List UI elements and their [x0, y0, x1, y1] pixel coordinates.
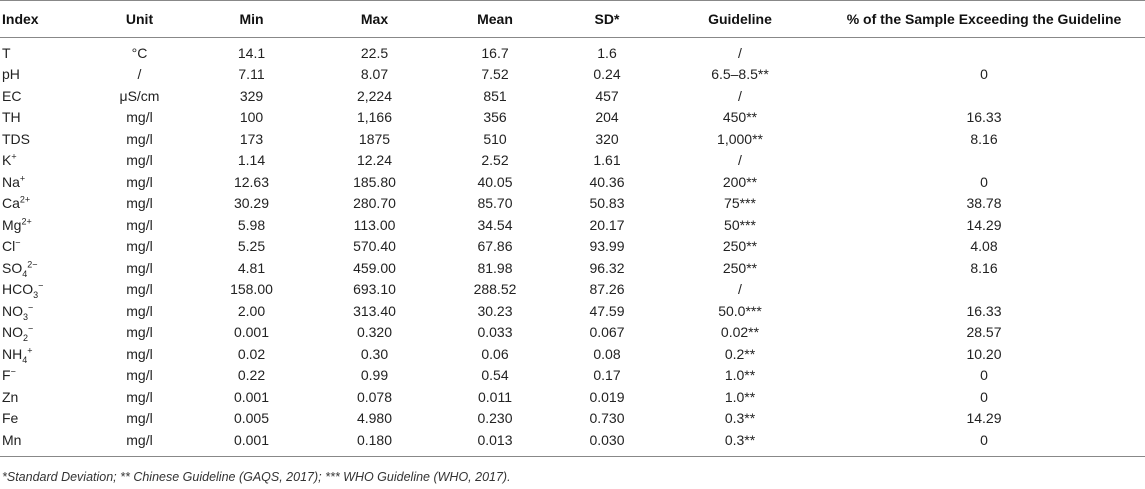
index-name: TDS: [2, 130, 30, 147]
cell-index: [0, 171, 92, 193]
cell-index: [0, 107, 92, 129]
cell-unit: mg/l: [126, 173, 153, 190]
index-name: TH: [2, 109, 21, 126]
cell-exceed: 0: [980, 367, 988, 384]
cell-sd: 0.08: [593, 345, 621, 362]
index-charge: 2+: [21, 216, 32, 227]
table-row: [0, 64, 1145, 86]
table-row: [0, 386, 1145, 408]
index-subscript: 2: [23, 333, 29, 344]
cell-unit: mg/l: [126, 109, 153, 126]
table-row: [0, 300, 1145, 322]
cell-sd: 47.59: [589, 302, 625, 319]
cell-sd: 1.6: [597, 44, 617, 61]
cell-mean: 67.86: [477, 238, 513, 255]
cell-max: 459.00: [353, 259, 396, 276]
cell-max: 693.10: [353, 281, 396, 298]
cell-min: 0.001: [187, 429, 316, 456]
cell-unit: mg/l: [126, 345, 153, 362]
cell-mean: 0.013: [433, 429, 557, 456]
index-name: HCO: [2, 281, 34, 298]
index-name: Ca: [2, 195, 20, 212]
table-row: [0, 38, 1145, 64]
cell-max: 22.5: [360, 44, 389, 61]
table-row: [0, 85, 1145, 107]
cell-exceed: 14.29: [966, 216, 1002, 233]
cell-index: [0, 279, 92, 301]
cell-exceed: [823, 150, 1145, 172]
cell-max: 12.24: [356, 152, 393, 169]
index-name: NO: [2, 324, 23, 341]
cell-exceed: 28.57: [966, 324, 1002, 341]
cell-exceed: 16.33: [966, 302, 1002, 319]
cell-unit: mg/l: [126, 410, 153, 427]
cell-mean: 81.98: [477, 259, 513, 276]
index-name: SO: [2, 259, 23, 276]
table-row: [0, 107, 1145, 129]
cell-max: 0.078: [356, 388, 393, 405]
cell-sd: 0.730: [589, 410, 625, 427]
cell-guideline: /: [738, 152, 742, 169]
index-charge: −: [15, 237, 21, 248]
cell-min: 14.1: [237, 44, 266, 61]
cell-exceed: [823, 85, 1145, 107]
cell-mean: 0.54: [481, 367, 509, 384]
cell-index: [0, 322, 92, 344]
cell-min: 30.29: [233, 195, 270, 212]
header-min: Min: [187, 1, 316, 38]
cell-unit: mg/l: [126, 259, 153, 276]
cell-index: [0, 193, 92, 215]
index-subscript: 4: [22, 268, 28, 279]
cell-min: 12.63: [233, 173, 270, 190]
cell-unit: mg/l: [92, 429, 187, 456]
cell-guideline: 1.0**: [724, 388, 756, 405]
cell-min: 0.001: [233, 324, 270, 341]
cell-mean: 851: [483, 87, 507, 104]
index-name: K: [2, 152, 12, 169]
cell-sd: 204: [595, 109, 619, 126]
cell-guideline: 6.5–8.5**: [711, 66, 769, 83]
cell-exceed: 4.08: [970, 238, 998, 255]
table-row: [0, 408, 1145, 430]
cell-guideline: 75***: [724, 195, 756, 212]
cell-max: 2,224: [356, 87, 393, 104]
cell-guideline: /: [738, 281, 742, 298]
cell-guideline: /: [738, 87, 742, 104]
header-guideline: Guideline: [657, 1, 823, 38]
cell-index: [0, 365, 92, 387]
cell-guideline: 50***: [724, 216, 756, 233]
table-row: [0, 322, 1145, 344]
index-name: T: [2, 44, 11, 61]
cell-mean: 2.52: [481, 152, 509, 169]
index-name: EC: [2, 87, 22, 104]
index-name: Mg: [2, 216, 22, 233]
cell-min: 158.00: [230, 281, 273, 298]
cell-index: [0, 128, 92, 150]
header-sd: SD*: [557, 1, 657, 38]
cell-index: [0, 386, 92, 408]
index-charge: −: [28, 302, 34, 313]
cell-unit: mg/l: [126, 216, 153, 233]
cell-sd: 0.067: [589, 324, 625, 341]
cell-guideline: 0.3**: [657, 429, 823, 456]
cell-sd: 0.17: [593, 367, 621, 384]
cell-unit: μS/cm: [119, 87, 160, 104]
cell-sd: 1.61: [593, 152, 621, 169]
header-index: Index: [0, 1, 92, 38]
cell-max: 0.180: [316, 429, 433, 456]
cell-min: 7.11: [238, 66, 265, 83]
cell-min: 329: [239, 87, 264, 104]
cell-min: 173: [239, 130, 264, 147]
index-charge: +: [19, 173, 26, 184]
cell-index: [0, 85, 92, 107]
cell-mean: 7.52: [481, 66, 509, 83]
cell-mean: 40.05: [477, 173, 513, 190]
cell-exceed: 16.33: [966, 109, 1002, 126]
table-body: [0, 38, 1145, 457]
index-charge: 2+: [19, 194, 31, 205]
cell-guideline: 0.3**: [724, 410, 756, 427]
header-mean: Mean: [433, 1, 557, 38]
cell-guideline: 1,000**: [717, 130, 763, 147]
cell-sd: 457: [595, 87, 619, 104]
cell-unit: mg/l: [126, 195, 153, 212]
cell-exceed: 8.16: [970, 130, 998, 147]
cell-unit: mg/l: [126, 152, 153, 169]
table-row: [0, 236, 1145, 258]
cell-max: 0.99: [360, 367, 389, 384]
cell-index: [0, 236, 92, 258]
cell-min: 2.00: [237, 302, 266, 319]
cell-index: [0, 38, 92, 64]
cell-exceed: 0: [980, 66, 988, 83]
cell-unit: mg/l: [126, 238, 153, 255]
cell-exceed: 0: [823, 429, 1145, 456]
cell-sd: 0.24: [593, 66, 621, 83]
table-row: [0, 128, 1145, 150]
table-footnote: *Standard Deviation; ** Chinese Guideline (GAQS, 2017); *** WHO Guideline (WHO, 2017).: [2, 470, 511, 484]
cell-min: 5.98: [237, 216, 266, 233]
cell-unit: mg/l: [126, 302, 153, 319]
index-name: Na: [2, 173, 20, 190]
cell-mean: 0.033: [477, 324, 513, 341]
cell-min: 0.001: [233, 388, 270, 405]
index-charge: −: [28, 323, 34, 334]
cell-min: 100: [239, 109, 264, 126]
table-row: [0, 193, 1145, 215]
index-name: Fe: [2, 410, 19, 427]
header-unit: Unit: [92, 1, 187, 38]
cell-guideline: 1.0**: [724, 367, 756, 384]
cell-max: 313.40: [353, 302, 396, 319]
cell-mean: 288.52: [473, 281, 517, 298]
cell-index: [0, 300, 92, 322]
cell-mean: 30.23: [477, 302, 513, 319]
cell-index: [0, 64, 92, 86]
cell-unit: mg/l: [126, 324, 153, 341]
cell-index: [0, 343, 92, 365]
cell-unit: °C: [131, 44, 148, 61]
index-name: Zn: [2, 388, 19, 405]
cell-exceed: 8.16: [970, 259, 998, 276]
cell-exceed: 38.78: [966, 195, 1002, 212]
cell-mean: 0.011: [478, 388, 512, 405]
cell-max: 280.70: [353, 195, 396, 212]
cell-max: 1,166: [356, 109, 393, 126]
table-row: [0, 214, 1145, 236]
cell-guideline: 250**: [722, 259, 758, 276]
cell-min: 5.25: [237, 238, 266, 255]
index-name: pH: [2, 66, 20, 83]
cell-mean: 510: [483, 130, 507, 147]
cell-sd: 87.26: [589, 281, 625, 298]
cell-mean: 34.54: [477, 216, 513, 233]
cell-mean: 356: [483, 109, 507, 126]
index-charge: 2−: [27, 259, 38, 270]
cell-index: [0, 257, 92, 279]
cell-min: 1.14: [237, 152, 266, 169]
cell-sd: 93.99: [589, 238, 625, 255]
table-row: [0, 150, 1145, 172]
index-name: NH: [2, 345, 23, 362]
table-row: [0, 343, 1145, 365]
cell-guideline: 0.2**: [724, 345, 756, 362]
cell-unit: mg/l: [126, 367, 153, 384]
cell-min: 0.02: [237, 345, 266, 362]
index-name: Cl: [2, 238, 16, 255]
header-max: Max: [316, 1, 433, 38]
cell-mean: 0.230: [477, 410, 513, 427]
cell-sd: 20.17: [589, 216, 625, 233]
cell-unit: mg/l: [126, 130, 153, 147]
cell-guideline: 250**: [722, 238, 758, 255]
cell-max: 113.00: [353, 216, 396, 233]
index-name: NO: [2, 302, 23, 319]
index-subscript: 3: [33, 290, 39, 301]
cell-index: [0, 408, 92, 430]
cell-unit: mg/l: [126, 281, 153, 298]
cell-min: 0.005: [233, 410, 270, 427]
table-row: [0, 279, 1145, 301]
cell-index: [0, 429, 92, 456]
cell-sd: 0.019: [589, 388, 625, 405]
cell-guideline: /: [738, 44, 742, 61]
cell-sd: 96.32: [589, 259, 625, 276]
cell-exceed: 14.29: [966, 410, 1002, 427]
cell-guideline: 50.0***: [718, 302, 762, 319]
table-row: [0, 365, 1145, 387]
table-row: [0, 257, 1145, 279]
cell-guideline: 450**: [722, 109, 758, 126]
cell-unit: mg/l: [126, 388, 153, 405]
cell-max: 1875: [358, 130, 391, 147]
cell-exceed: 10.20: [966, 345, 1002, 362]
cell-sd: 0.030: [557, 429, 657, 456]
cell-max: 4.980: [356, 410, 393, 427]
cell-max: 570.40: [353, 238, 396, 255]
cell-sd: 320: [595, 130, 619, 147]
cell-max: 0.320: [356, 324, 393, 341]
index-charge: −: [10, 366, 16, 377]
cell-sd: 40.36: [589, 173, 625, 190]
cell-unit: /: [137, 66, 142, 83]
cell-min: 4.81: [237, 259, 266, 276]
cell-max: 8.07: [360, 66, 389, 83]
cell-exceed: [823, 38, 1145, 64]
index-charge: +: [27, 345, 33, 356]
index-charge: −: [38, 280, 44, 291]
cell-exceed: 0: [980, 388, 988, 405]
cell-max: 185.80: [353, 173, 396, 190]
index-charge: +: [11, 151, 17, 162]
cell-mean: 16.7: [481, 44, 509, 61]
table-row: [0, 429, 1145, 456]
cell-guideline: 0.02**: [720, 324, 760, 341]
cell-guideline: 200**: [722, 173, 758, 190]
cell-mean: 0.06: [481, 345, 509, 362]
table-row: [0, 171, 1145, 193]
index-name: F: [2, 367, 11, 384]
table-header-row: [0, 1, 1145, 38]
index-subscript: 3: [23, 311, 29, 322]
cell-index: [0, 214, 92, 236]
header-exceed: % of the Sample Exceeding the Guideline: [823, 1, 1145, 38]
cell-index: [0, 150, 92, 172]
cell-sd: 50.83: [589, 195, 625, 212]
cell-exceed: [823, 279, 1145, 301]
cell-max: 0.30: [360, 345, 389, 362]
cell-exceed: 0: [980, 173, 988, 190]
index-subscript: 4: [22, 354, 28, 365]
cell-min: 0.22: [237, 367, 266, 384]
cell-mean: 85.70: [477, 195, 513, 212]
index-name: Mn: [2, 431, 22, 448]
